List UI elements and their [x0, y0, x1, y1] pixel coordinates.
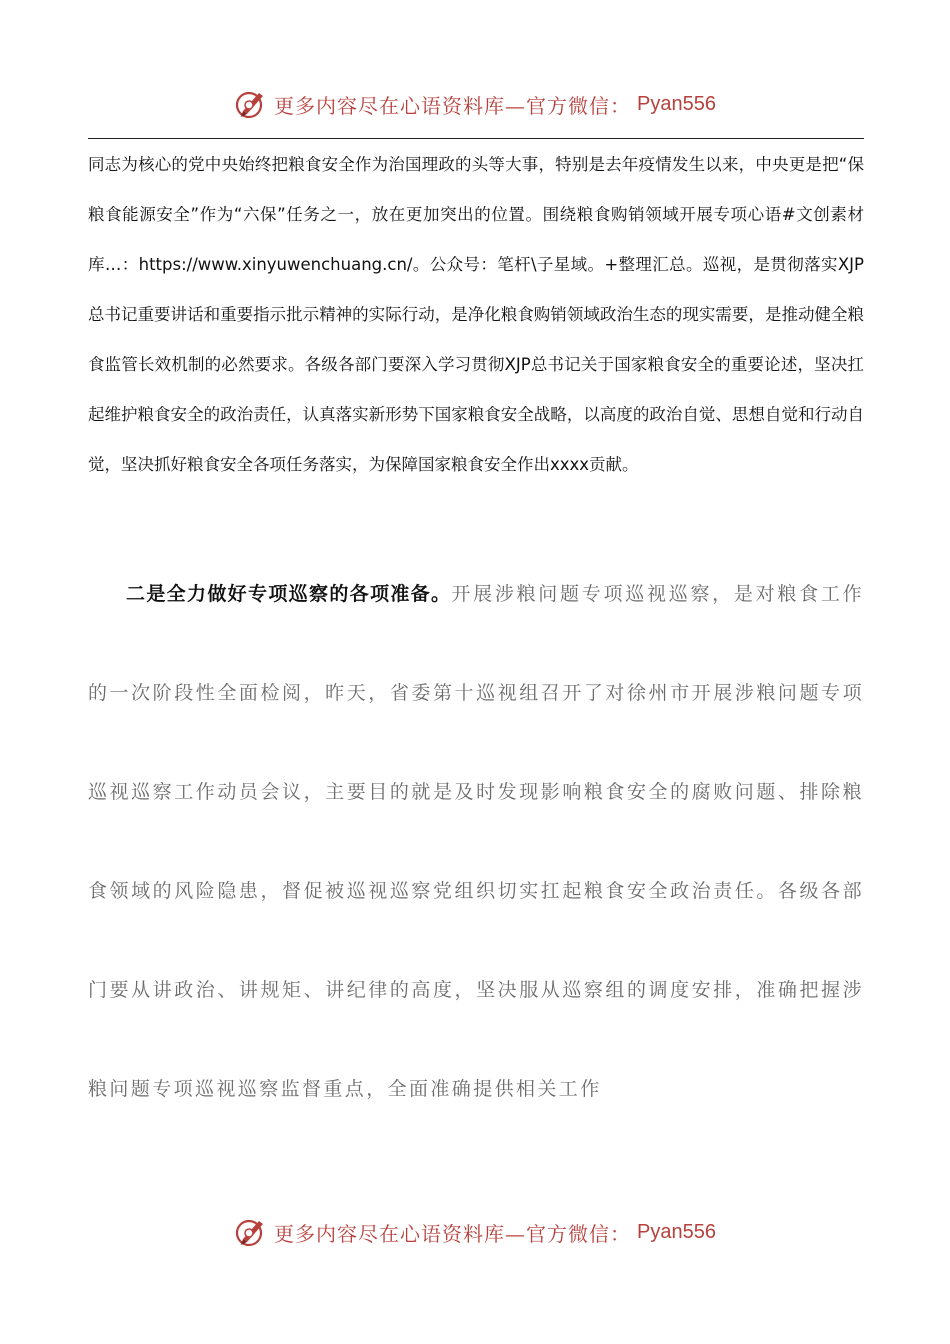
paragraph-2-lead: 二是全力做好专项巡察的各项准备。	[126, 583, 452, 605]
paragraph-1: 同志为核心的党中央始终把粮食安全作为治国理政的头等大事，特别是去年疫情发生以来，中央更是把“保粮食能源安全”作为“六保”任务之一，放在更加突出的位置。围绕粮食购销领域开展专项心语#文创素材库…：https://www.xinyuwenchuang.cn/。公众号：笔杆\子星域。+整理汇总。巡视，是贯彻落实XJP总书记重要讲话和重要指示批示精神的实际行动，是净化粮食购销领域政治生态的现实需要，是推动健全粮食监管长效机制的必然要求。各级各部门要深入学习贯彻XJP总书记关于国家粮食安全的重要论述，坚决扛起维护粮食安全的政治责任，认真落实新形势下国家粮食安全战略，以高度的政治自觉、思想自觉和行动自觉，坚决抓好粮食安全各项任务落实，为保障国家粮食安全作出xxxx贡献。	[88, 155, 864, 474]
brand-logo-icon	[234, 87, 268, 121]
header-brand-text: 更多内容尽在心语资料库—官方微信：	[274, 93, 632, 118]
header-wechat-id: Pyan556	[637, 92, 716, 115]
paragraph-2-body: 开展涉粮问题专项巡视巡察，是对粮食工作的一次阶段性全面检阅，昨天，省委第十巡视组召开了对徐州市开展涉粮问题专项巡视巡察工作动员会议，主要目的就是及时发现影响粮食安全的腐败问题、排除粮食领域的风险隐患，督促被巡视巡察党组织切实扛起粮食安全政治责任。各级各部门要从讲政治、讲规矩、讲纪律的高度，坚决服从巡察组的调度安排，准确把握涉粮问题专项巡视巡察监督重点，全面准确提供相关工作	[88, 583, 864, 1100]
header-divider	[88, 138, 864, 139]
paragraph-2	[88, 545, 864, 1139]
footer-brand-text: 更多内容尽在心语资料库—官方微信：	[274, 1221, 632, 1246]
page-footer	[0, 1212, 950, 1252]
footer-wechat-id: Pyan556	[637, 1220, 716, 1243]
footer-logo-icon	[234, 1215, 268, 1249]
page-header	[0, 84, 950, 124]
